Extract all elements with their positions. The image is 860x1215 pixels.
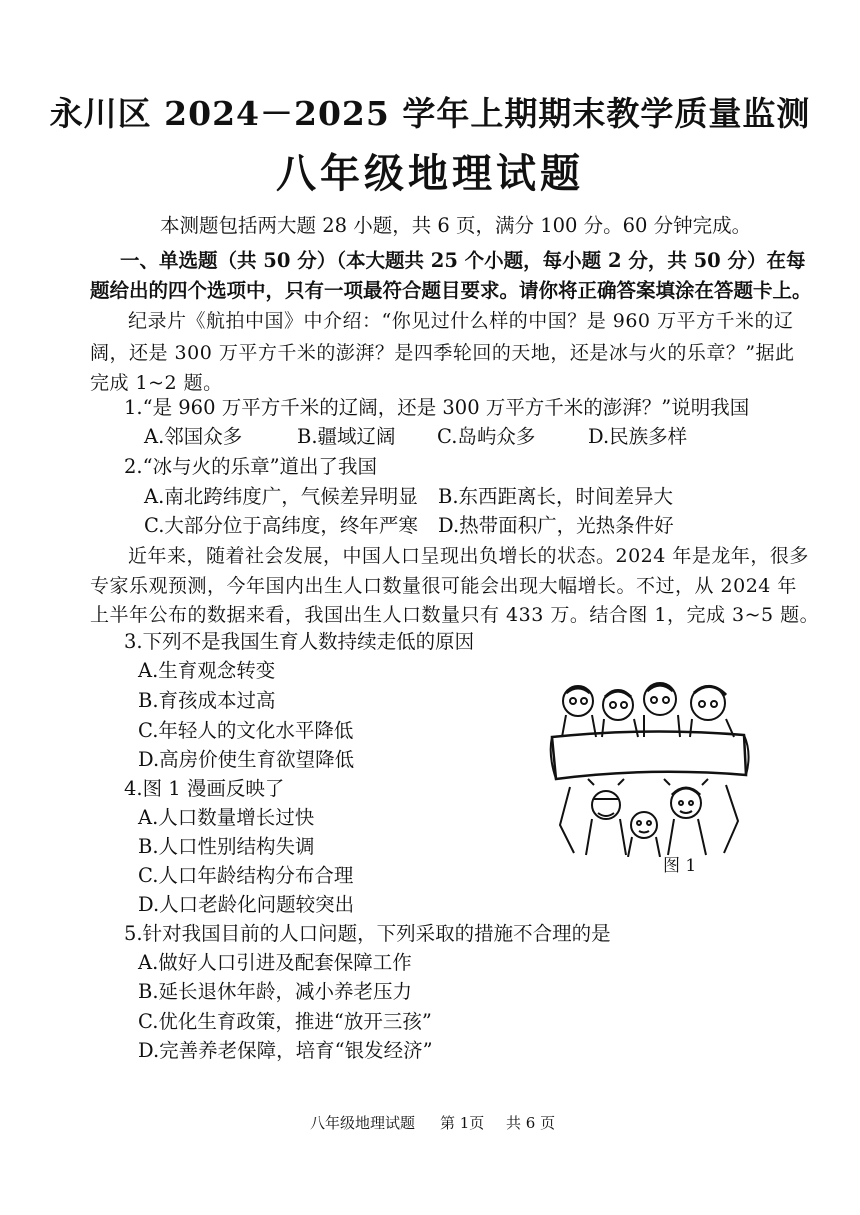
q1-option-d: D.民族多样 bbox=[588, 425, 688, 448]
passage1-line2: 阔，还是 300 万平方千米的澎湃？是四季轮回的天地，还是冰与火的乐章？”据此 bbox=[90, 342, 795, 364]
q5-option-a: A.做好人口引进及配套保障工作 bbox=[138, 951, 412, 974]
q2-option-b: B.东西距离长，时间差异大 bbox=[438, 485, 674, 508]
passage1-line1: 纪录片《航拍中国》中介绍：“你见过什么样的中国？是 960 万平方千米的辽 bbox=[128, 310, 794, 332]
q5-option-b: B.延长退休年龄，减小养老压力 bbox=[138, 980, 413, 1003]
q1-option-a: A.邻国众多 bbox=[144, 425, 243, 448]
q1-stem: 1.“是 960 万平方千米的辽阔，还是 300 万平方千米的澎湃？”说明我国 bbox=[124, 396, 750, 419]
passage2-line2: 专家乐观预测，今年国内出生人口数量很可能会出现大幅增长。不过，从 2024 年 bbox=[90, 575, 797, 597]
cartoon-elderly-on-young-icon bbox=[548, 675, 754, 857]
q2-option-d: D.热带面积广，光热条件好 bbox=[438, 514, 674, 537]
passage2-line1: 近年来，随着社会发展，中国人口呈现出负增长的状态。2024 年是龙年，很多 bbox=[128, 545, 809, 567]
figure-caption: 图 1 bbox=[663, 856, 697, 876]
exam-intro: 本测题包括两大题 28 小题，共 6 页，满分 100 分。60 分钟完成。 bbox=[160, 214, 752, 237]
exam-title: 永川区 2024－2025 学年上期期末教学质量监测 bbox=[49, 94, 811, 133]
q3-stem: 3.下列不是我国生育人数持续走低的原因 bbox=[124, 630, 475, 653]
q5-option-c: C.优化生育政策，推进“放开三孩” bbox=[138, 1010, 432, 1033]
q4-option-d: D.人口老龄化问题较突出 bbox=[138, 893, 355, 916]
q3-option-b: B.育孩成本过高 bbox=[138, 689, 276, 712]
q4-option-b: B.人口性别结构失调 bbox=[138, 835, 315, 858]
q3-option-c: C.年轻人的文化水平降低 bbox=[138, 719, 354, 742]
passage1-line3: 完成 1~2 题。 bbox=[90, 372, 223, 394]
section-heading-line2: 题给出的四个选项中，只有一项最符合题目要求。请你将正确答案填涂在答题卡上。 bbox=[90, 279, 812, 302]
q3-option-a: A.生育观念转变 bbox=[138, 659, 276, 682]
section-heading-line1: 一、单选题（共 50 分）（本大题共 25 个小题，每小题 2 分，共 50 分）在每 bbox=[120, 249, 806, 272]
q2-stem: 2.“冰与火的乐章”道出了我国 bbox=[124, 455, 378, 478]
footer-total-pages: 共 6 页 bbox=[506, 1114, 556, 1132]
q4-option-a: A.人口数量增长过快 bbox=[138, 806, 315, 829]
q2-option-c: C.大部分位于高纬度，终年严寒 bbox=[144, 514, 418, 537]
q4-option-c: C.人口年龄结构分布合理 bbox=[138, 864, 354, 887]
exam-subtitle: 八年级地理试题 bbox=[276, 150, 584, 197]
q5-option-d: D.完善养老保障，培育“银发经济” bbox=[138, 1039, 433, 1062]
q3-option-d: D.高房价使生育欲望降低 bbox=[138, 748, 355, 771]
passage2-line3: 上半年公布的数据来看，我国出生人口数量只有 433 万。结合图 1，完成 3~5 题。 bbox=[90, 604, 820, 626]
footer-subject: 八年级地理试题 bbox=[310, 1114, 416, 1132]
q4-stem: 4.图 1 漫画反映了 bbox=[124, 777, 285, 800]
q2-option-a: A.南北跨纬度广，气候差异明显 bbox=[144, 485, 418, 508]
footer-page-number: 第 1页 bbox=[440, 1114, 485, 1132]
q1-option-b: B.疆域辽阔 bbox=[297, 425, 396, 448]
q5-stem: 5.针对我国目前的人口问题，下列采取的措施不合理的是 bbox=[124, 922, 611, 945]
q1-option-c: C.岛屿众多 bbox=[437, 425, 536, 448]
